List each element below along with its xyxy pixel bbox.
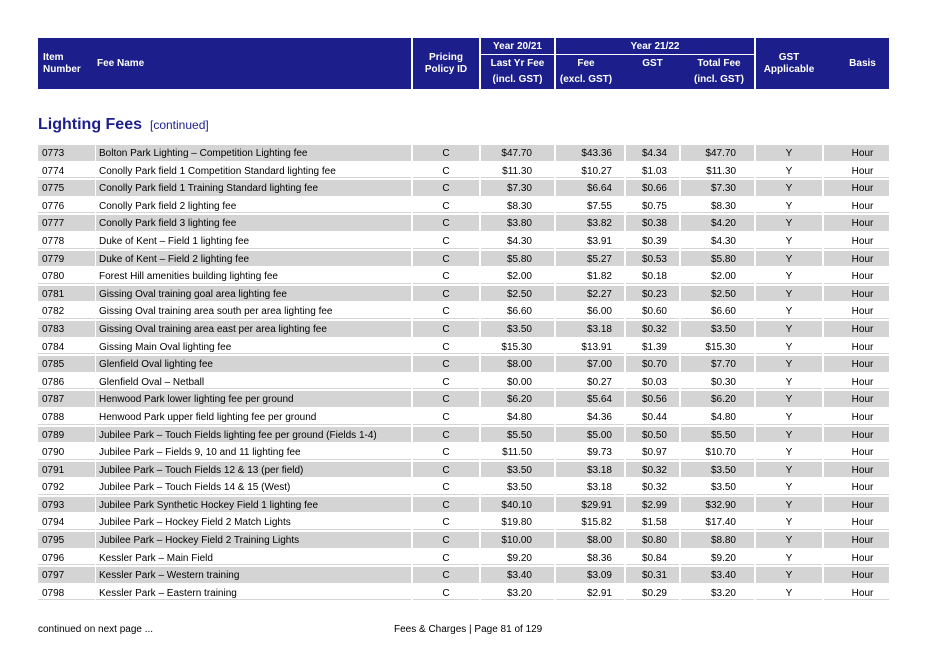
header-last-yr-fee-incl: (incl. GST) xyxy=(492,74,543,85)
cell-fee-name: Gissing Oval training area south per area lighting fee xyxy=(96,303,411,319)
cell-basis: Hour xyxy=(824,427,889,443)
cell-fee: $3.91 xyxy=(556,233,624,249)
cell-gst-applicable: Y xyxy=(756,550,822,566)
cell-item-number: 0787 xyxy=(38,391,95,407)
cell-item-number: 0794 xyxy=(38,514,95,530)
table-row xyxy=(38,584,889,602)
cell-fee: $3.18 xyxy=(556,462,624,478)
cell-fee: $2.91 xyxy=(556,585,624,601)
cell-item-number: 0796 xyxy=(38,550,95,566)
cell-basis: Hour xyxy=(824,198,889,214)
cell-fee: $3.18 xyxy=(556,479,624,495)
header-year-prev-label: Year 20/21 xyxy=(493,41,542,52)
cell-basis: Hour xyxy=(824,479,889,495)
section-title xyxy=(38,116,209,134)
cell-basis: Hour xyxy=(824,286,889,302)
cell-total-fee: $4.20 xyxy=(681,215,754,231)
table-row xyxy=(38,144,889,162)
cell-fee-name: Conolly Park field 1 Training Standard lighting fee xyxy=(96,180,411,196)
table-row xyxy=(38,197,889,215)
cell-fee: $5.27 xyxy=(556,251,624,267)
cell-total-fee: $32.90 xyxy=(681,497,754,513)
cell-last-yr-fee: $8.30 xyxy=(481,198,554,214)
cell-pricing-policy: C xyxy=(413,532,479,548)
cell-gst: $4.34 xyxy=(626,145,679,161)
cell-total-fee: $11.30 xyxy=(681,163,754,179)
cell-item-number: 0775 xyxy=(38,180,95,196)
cell-last-yr-fee: $3.20 xyxy=(481,585,554,601)
cell-gst: $0.32 xyxy=(626,479,679,495)
cell-pricing-policy: C xyxy=(413,444,479,460)
cell-fee-name: Henwood Park lower lighting fee per ground xyxy=(96,391,411,407)
cell-item-number: 0790 xyxy=(38,444,95,460)
table-row xyxy=(38,496,889,514)
cell-total-fee: $8.30 xyxy=(681,198,754,214)
cell-pricing-policy: C xyxy=(413,567,479,583)
table-row xyxy=(38,250,889,268)
cell-item-number: 0791 xyxy=(38,462,95,478)
cell-item-number: 0797 xyxy=(38,567,95,583)
cell-total-fee: $3.50 xyxy=(681,462,754,478)
cell-gst: $0.44 xyxy=(626,409,679,425)
cell-fee-name: Kessler Park – Eastern training xyxy=(96,585,411,601)
cell-last-yr-fee: $4.80 xyxy=(481,409,554,425)
cell-basis: Hour xyxy=(824,145,889,161)
cell-gst: $0.53 xyxy=(626,251,679,267)
cell-fee: $9.73 xyxy=(556,444,624,460)
cell-pricing-policy: C xyxy=(413,391,479,407)
cell-last-yr-fee: $2.00 xyxy=(481,268,554,284)
cell-last-yr-fee: $4.30 xyxy=(481,233,554,249)
table-row xyxy=(38,214,889,232)
cell-fee: $7.55 xyxy=(556,198,624,214)
header-gst-applicable-line2: Applicable xyxy=(763,64,815,75)
cell-fee-name: Jubilee Park – Touch Fields 14 & 15 (West) xyxy=(96,479,411,495)
cell-fee-name: Kessler Park – Main Field xyxy=(96,550,411,566)
cell-item-number: 0792 xyxy=(38,479,95,495)
cell-fee: $10.27 xyxy=(556,163,624,179)
cell-last-yr-fee: $19.80 xyxy=(481,514,554,530)
cell-fee: $3.18 xyxy=(556,321,624,337)
cell-fee: $29.91 xyxy=(556,497,624,513)
table-row xyxy=(38,302,889,320)
header-item-number-line2: Number xyxy=(43,64,81,75)
cell-fee-name: Jubilee Park – Hockey Field 2 Training Lights xyxy=(96,532,411,548)
cell-pricing-policy: C xyxy=(413,145,479,161)
cell-gst-applicable: Y xyxy=(756,514,822,530)
cell-gst-applicable: Y xyxy=(756,444,822,460)
cell-fee: $6.64 xyxy=(556,180,624,196)
cell-total-fee: $0.30 xyxy=(681,374,754,390)
footer-page-number: Fees & Charges | Page 81 of 129 xyxy=(394,624,543,635)
cell-basis: Hour xyxy=(824,180,889,196)
cell-fee-name: Conolly Park field 3 lighting fee xyxy=(96,215,411,231)
cell-gst: $0.80 xyxy=(626,532,679,548)
cell-fee: $0.27 xyxy=(556,374,624,390)
header-item-fee-name xyxy=(38,38,411,89)
table-row xyxy=(38,443,889,461)
header-gst-applicable-line1: GST xyxy=(778,52,800,63)
cell-basis: Hour xyxy=(824,567,889,583)
cell-basis: Hour xyxy=(824,339,889,355)
cell-total-fee: $2.00 xyxy=(681,268,754,284)
cell-total-fee: $15.30 xyxy=(681,339,754,355)
cell-total-fee: $6.60 xyxy=(681,303,754,319)
cell-total-fee: $17.40 xyxy=(681,514,754,530)
cell-gst-applicable: Y xyxy=(756,233,822,249)
header-pricing-line1: Pricing xyxy=(429,52,463,63)
cell-pricing-policy: C xyxy=(413,180,479,196)
cell-fee-name: Gissing Oval training goal area lighting fee xyxy=(96,286,411,302)
cell-basis: Hour xyxy=(824,532,889,548)
header-gst-basis xyxy=(756,38,889,89)
cell-last-yr-fee: $11.30 xyxy=(481,163,554,179)
section-title-sub: [continued] xyxy=(150,118,209,132)
table-row xyxy=(38,531,889,549)
cell-pricing-policy: C xyxy=(413,462,479,478)
header-fee-name: Fee Name xyxy=(97,58,145,69)
cell-gst: $0.29 xyxy=(626,585,679,601)
cell-gst-applicable: Y xyxy=(756,215,822,231)
header-item-number xyxy=(43,52,81,76)
cell-total-fee: $8.80 xyxy=(681,532,754,548)
cell-fee-name: Gissing Main Oval lighting fee xyxy=(96,339,411,355)
cell-total-fee: $2.50 xyxy=(681,286,754,302)
cell-total-fee: $3.50 xyxy=(681,321,754,337)
cell-gst-applicable: Y xyxy=(756,585,822,601)
cell-last-yr-fee: $7.30 xyxy=(481,180,554,196)
cell-fee: $8.36 xyxy=(556,550,624,566)
cell-total-fee: $5.80 xyxy=(681,251,754,267)
cell-gst: $0.56 xyxy=(626,391,679,407)
cell-total-fee: $47.70 xyxy=(681,145,754,161)
header-last-yr-fee: Last Yr Fee xyxy=(490,58,545,69)
cell-total-fee: $3.40 xyxy=(681,567,754,583)
header-pricing-policy xyxy=(413,38,479,89)
cell-total-fee: $3.20 xyxy=(681,585,754,601)
footer-continued: continued on next page ... xyxy=(38,624,154,635)
table-row xyxy=(38,285,889,303)
cell-gst: $0.66 xyxy=(626,180,679,196)
cell-last-yr-fee: $6.60 xyxy=(481,303,554,319)
table-row xyxy=(38,461,889,479)
header-total-fee-incl: (incl. GST) xyxy=(694,74,744,85)
cell-gst-applicable: Y xyxy=(756,321,822,337)
cell-fee-name: Jubilee Park – Fields 9, 10 and 11 lighting fee xyxy=(96,444,411,460)
cell-fee-name: Glenfield Oval – Netball xyxy=(96,374,411,390)
cell-fee-name: Forest Hill amenities building lighting fee xyxy=(96,268,411,284)
cell-total-fee: $9.20 xyxy=(681,550,754,566)
cell-pricing-policy: C xyxy=(413,514,479,530)
header-total-fee: Total Fee xyxy=(697,58,741,69)
cell-total-fee: $7.70 xyxy=(681,356,754,372)
cell-pricing-policy: C xyxy=(413,585,479,601)
cell-item-number: 0785 xyxy=(38,356,95,372)
cell-gst-applicable: Y xyxy=(756,356,822,372)
cell-fee: $5.64 xyxy=(556,391,624,407)
cell-gst-applicable: Y xyxy=(756,479,822,495)
header-pricing-line2: Policy ID xyxy=(424,64,468,75)
cell-gst-applicable: Y xyxy=(756,567,822,583)
header-basis: Basis xyxy=(849,58,876,69)
cell-item-number: 0798 xyxy=(38,585,95,601)
cell-fee: $2.27 xyxy=(556,286,624,302)
cell-fee-name: Conolly Park field 2 lighting fee xyxy=(96,198,411,214)
cell-total-fee: $7.30 xyxy=(681,180,754,196)
cell-last-yr-fee: $5.50 xyxy=(481,427,554,443)
cell-fee: $43.36 xyxy=(556,145,624,161)
cell-gst-applicable: Y xyxy=(756,391,822,407)
cell-gst: $0.39 xyxy=(626,233,679,249)
cell-gst: $0.84 xyxy=(626,550,679,566)
cell-fee: $15.82 xyxy=(556,514,624,530)
cell-item-number: 0789 xyxy=(38,427,95,443)
cell-gst: $1.39 xyxy=(626,339,679,355)
table-row xyxy=(38,232,889,250)
cell-basis: Hour xyxy=(824,163,889,179)
cell-total-fee: $4.80 xyxy=(681,409,754,425)
cell-item-number: 0777 xyxy=(38,215,95,231)
cell-last-yr-fee: $10.00 xyxy=(481,532,554,548)
cell-basis: Hour xyxy=(824,497,889,513)
cell-item-number: 0781 xyxy=(38,286,95,302)
header-year-curr xyxy=(556,38,754,89)
header-fee: Fee xyxy=(577,58,595,69)
cell-item-number: 0793 xyxy=(38,497,95,513)
cell-pricing-policy: C xyxy=(413,215,479,231)
cell-item-number: 0780 xyxy=(38,268,95,284)
cell-last-yr-fee: $3.80 xyxy=(481,215,554,231)
cell-gst-applicable: Y xyxy=(756,303,822,319)
table-row xyxy=(38,179,889,197)
cell-gst: $0.32 xyxy=(626,321,679,337)
cell-last-yr-fee: $3.50 xyxy=(481,479,554,495)
cell-fee: $5.00 xyxy=(556,427,624,443)
cell-pricing-policy: C xyxy=(413,303,479,319)
cell-last-yr-fee: $8.00 xyxy=(481,356,554,372)
cell-gst-applicable: Y xyxy=(756,532,822,548)
table-row xyxy=(38,408,889,426)
cell-gst-applicable: Y xyxy=(756,198,822,214)
table-row xyxy=(38,566,889,584)
cell-fee-name: Henwood Park upper field lighting fee per ground xyxy=(96,409,411,425)
table-row xyxy=(38,390,889,408)
cell-item-number: 0778 xyxy=(38,233,95,249)
cell-item-number: 0782 xyxy=(38,303,95,319)
cell-fee-name: Duke of Kent – Field 2 lighting fee xyxy=(96,251,411,267)
cell-pricing-policy: C xyxy=(413,550,479,566)
section-title-main: Lighting Fees xyxy=(38,116,142,133)
cell-total-fee: $3.50 xyxy=(681,479,754,495)
cell-gst: $0.38 xyxy=(626,215,679,231)
cell-last-yr-fee: $11.50 xyxy=(481,444,554,460)
cell-pricing-policy: C xyxy=(413,233,479,249)
cell-fee: $6.00 xyxy=(556,303,624,319)
cell-last-yr-fee: $47.70 xyxy=(481,145,554,161)
cell-fee: $8.00 xyxy=(556,532,624,548)
cell-gst-applicable: Y xyxy=(756,374,822,390)
table-row xyxy=(38,320,889,338)
cell-pricing-policy: C xyxy=(413,163,479,179)
cell-gst-applicable: Y xyxy=(756,427,822,443)
cell-gst-applicable: Y xyxy=(756,339,822,355)
cell-gst-applicable: Y xyxy=(756,180,822,196)
cell-pricing-policy: C xyxy=(413,497,479,513)
cell-fee: $4.36 xyxy=(556,409,624,425)
cell-pricing-policy: C xyxy=(413,409,479,425)
cell-basis: Hour xyxy=(824,321,889,337)
cell-basis: Hour xyxy=(824,374,889,390)
header-item-number-line1: Item xyxy=(43,52,64,63)
cell-fee: $1.82 xyxy=(556,268,624,284)
header-gst-applicable xyxy=(756,52,822,76)
cell-gst: $1.58 xyxy=(626,514,679,530)
header-fee-excl: (excl. GST) xyxy=(559,74,613,85)
cell-item-number: 0779 xyxy=(38,251,95,267)
cell-pricing-policy: C xyxy=(413,479,479,495)
cell-last-yr-fee: $5.80 xyxy=(481,251,554,267)
header-year-curr-divider xyxy=(556,54,754,55)
cell-gst: $0.31 xyxy=(626,567,679,583)
cell-fee-name: Duke of Kent – Field 1 lighting fee xyxy=(96,233,411,249)
cell-last-yr-fee: $40.10 xyxy=(481,497,554,513)
cell-fee-name: Kessler Park – Western training xyxy=(96,567,411,583)
cell-total-fee: $4.30 xyxy=(681,233,754,249)
cell-gst-applicable: Y xyxy=(756,286,822,302)
header-year-prev xyxy=(481,38,554,89)
cell-last-yr-fee: $3.50 xyxy=(481,321,554,337)
cell-basis: Hour xyxy=(824,550,889,566)
cell-last-yr-fee: $3.50 xyxy=(481,462,554,478)
cell-basis: Hour xyxy=(824,356,889,372)
cell-gst: $1.03 xyxy=(626,163,679,179)
cell-item-number: 0795 xyxy=(38,532,95,548)
cell-last-yr-fee: $15.30 xyxy=(481,339,554,355)
cell-last-yr-fee: $9.20 xyxy=(481,550,554,566)
cell-gst: $0.18 xyxy=(626,268,679,284)
header-year-curr-label: Year 21/22 xyxy=(630,41,680,52)
cell-total-fee: $10.70 xyxy=(681,444,754,460)
cell-basis: Hour xyxy=(824,215,889,231)
cell-gst: $0.03 xyxy=(626,374,679,390)
cell-gst: $0.97 xyxy=(626,444,679,460)
cell-fee: $13.91 xyxy=(556,339,624,355)
cell-gst: $0.70 xyxy=(626,356,679,372)
cell-gst-applicable: Y xyxy=(756,497,822,513)
cell-total-fee: $6.20 xyxy=(681,391,754,407)
cell-basis: Hour xyxy=(824,303,889,319)
cell-fee: $3.09 xyxy=(556,567,624,583)
cell-gst: $0.50 xyxy=(626,427,679,443)
cell-fee-name: Glenfield Oval lighting fee xyxy=(96,356,411,372)
table-row xyxy=(38,267,889,285)
fee-table xyxy=(38,144,889,601)
cell-last-yr-fee: $6.20 xyxy=(481,391,554,407)
cell-fee: $7.00 xyxy=(556,356,624,372)
cell-gst: $0.60 xyxy=(626,303,679,319)
cell-fee-name: Conolly Park field 1 Competition Standard lighting fee xyxy=(96,163,411,179)
table-row xyxy=(38,426,889,444)
cell-basis: Hour xyxy=(824,409,889,425)
header-year-prev-divider xyxy=(481,54,554,55)
cell-basis: Hour xyxy=(824,391,889,407)
cell-pricing-policy: C xyxy=(413,268,479,284)
cell-basis: Hour xyxy=(824,233,889,249)
table-row xyxy=(38,338,889,356)
cell-gst-applicable: Y xyxy=(756,462,822,478)
cell-fee-name: Jubilee Park – Touch Fields lighting fee per ground (Fields 1-4) xyxy=(96,427,411,443)
header-gst: GST xyxy=(642,58,663,69)
cell-pricing-policy: C xyxy=(413,251,479,267)
cell-pricing-policy: C xyxy=(413,427,479,443)
cell-total-fee: $5.50 xyxy=(681,427,754,443)
cell-basis: Hour xyxy=(824,444,889,460)
cell-gst: $0.75 xyxy=(626,198,679,214)
cell-fee-name: Gissing Oval training area east per area lighting fee xyxy=(96,321,411,337)
table-row xyxy=(38,549,889,567)
cell-basis: Hour xyxy=(824,514,889,530)
cell-fee-name: Bolton Park Lighting – Competition Lighting fee xyxy=(96,145,411,161)
cell-pricing-policy: C xyxy=(413,356,479,372)
cell-basis: Hour xyxy=(824,268,889,284)
table-row xyxy=(38,478,889,496)
cell-gst-applicable: Y xyxy=(756,251,822,267)
cell-last-yr-fee: $2.50 xyxy=(481,286,554,302)
cell-pricing-policy: C xyxy=(413,321,479,337)
cell-pricing-policy: C xyxy=(413,198,479,214)
cell-gst: $0.32 xyxy=(626,462,679,478)
cell-item-number: 0774 xyxy=(38,163,95,179)
table-row xyxy=(38,373,889,391)
cell-basis: Hour xyxy=(824,585,889,601)
cell-item-number: 0783 xyxy=(38,321,95,337)
cell-gst-applicable: Y xyxy=(756,409,822,425)
cell-fee-name: Jubilee Park – Hockey Field 2 Match Lights xyxy=(96,514,411,530)
cell-gst: $0.23 xyxy=(626,286,679,302)
cell-pricing-policy: C xyxy=(413,286,479,302)
cell-fee-name: Jubilee Park Synthetic Hockey Field 1 lighting fee xyxy=(96,497,411,513)
cell-fee: $3.82 xyxy=(556,215,624,231)
cell-last-yr-fee: $3.40 xyxy=(481,567,554,583)
table-row xyxy=(38,513,889,531)
cell-last-yr-fee: $0.00 xyxy=(481,374,554,390)
cell-item-number: 0776 xyxy=(38,198,95,214)
cell-basis: Hour xyxy=(824,251,889,267)
cell-pricing-policy: C xyxy=(413,374,479,390)
cell-item-number: 0773 xyxy=(38,145,95,161)
cell-pricing-policy: C xyxy=(413,339,479,355)
cell-gst-applicable: Y xyxy=(756,268,822,284)
table-row xyxy=(38,355,889,373)
cell-basis: Hour xyxy=(824,462,889,478)
cell-gst-applicable: Y xyxy=(756,163,822,179)
cell-item-number: 0786 xyxy=(38,374,95,390)
cell-item-number: 0784 xyxy=(38,339,95,355)
cell-gst: $2.99 xyxy=(626,497,679,513)
cell-item-number: 0788 xyxy=(38,409,95,425)
table-row xyxy=(38,162,889,180)
cell-gst-applicable: Y xyxy=(756,145,822,161)
cell-fee-name: Jubilee Park – Touch Fields 12 & 13 (per field) xyxy=(96,462,411,478)
